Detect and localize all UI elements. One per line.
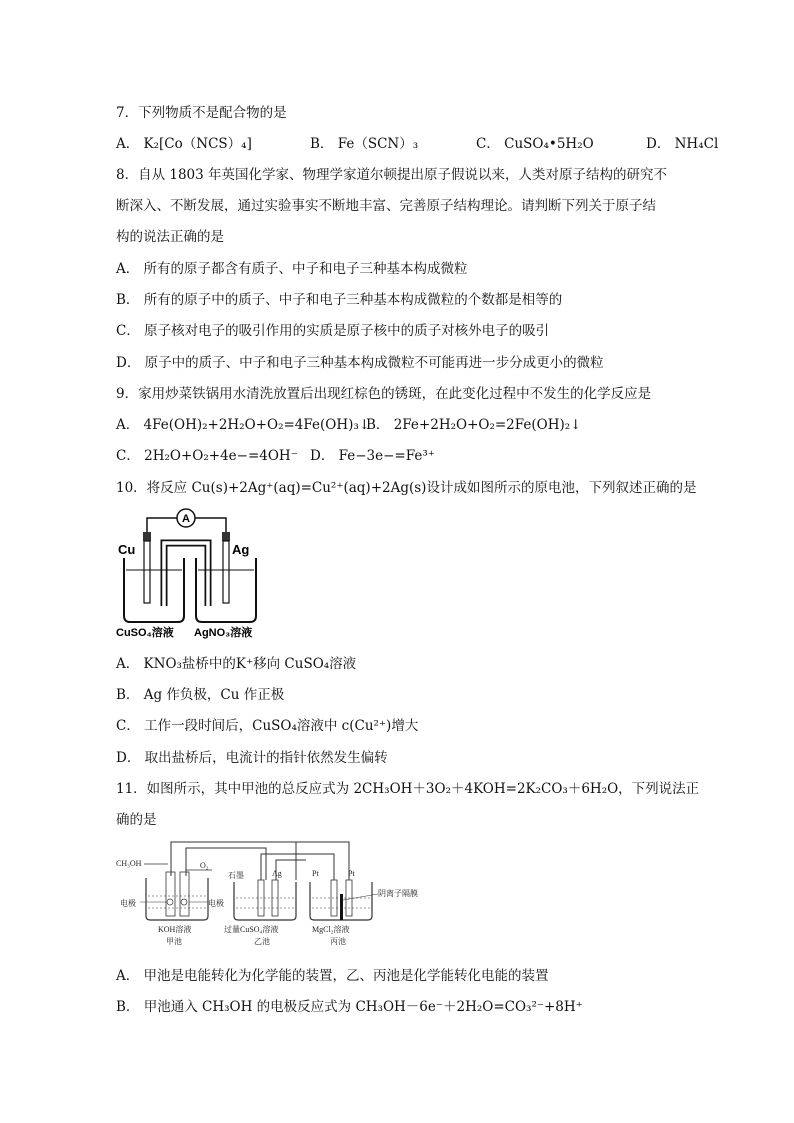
pt2-label: Pt — [348, 869, 355, 878]
cell-1-name: 甲池 — [166, 937, 182, 946]
q10-option-a: A． KNO₃盐桥中的K⁺移向 CuSO₄溶液 — [116, 656, 357, 672]
q9-option-c: C． 2H₂O+O₂+4e−=4OH⁻ — [116, 448, 298, 464]
q8-stem-line-2: 断深入、不断发展，通过实验事实不断地丰富、完善原子结构理论。请判断下列关于原子结 — [116, 198, 656, 214]
pt1-label: Pt — [312, 869, 319, 878]
cu-label: Cu — [118, 542, 136, 557]
q7-option-a: A． K₂[Co（NCS）₄] — [116, 136, 252, 152]
graphite-label: 石墨 — [228, 871, 244, 880]
cell-2-beaker — [234, 882, 296, 920]
q8-stem-line-1: 8．自从 1803 年英国化学家、物理学家道尔顿提出原子假说以来，人类对原子结构的研究不 — [116, 167, 668, 183]
q8-stem-line-3: 构的说法正确的是 — [116, 229, 224, 245]
cell-2-solution-label: 过量CuSO₄溶液 — [224, 925, 279, 934]
q9-stem: 9．家用炒菜铁锅用水清洗放置后出现红棕色的锈斑，在此变化过程中不发生的化学反应是 — [116, 386, 652, 402]
q10-option-b: B． Ag 作负极，Cu 作正极 — [116, 687, 285, 703]
q11-option-b: B． 甲池通入 CH₃OH 的电极反应式为 CH₃OH－6e⁻＋2H₂O=CO₃²⁻+8H⁺ — [116, 999, 583, 1015]
q11-option-a: A． 甲池是电能转化为化学能的装置，乙、丙池是化学能转化电能的装置 — [116, 968, 549, 984]
q7-stem: 7．下列物质不是配合物的是 — [116, 105, 287, 121]
cell-3-name: 丙池 — [330, 937, 346, 946]
q9-option-b: B． 2Fe+2H₂O+O₂=2Fe(OH)₂↓ — [366, 417, 582, 433]
cell-2-name: 乙池 — [254, 937, 270, 946]
cell-3-solution-label: MgCl₂溶液 — [312, 925, 350, 934]
q7-option-c: C． CuSO₄•5H₂O — [476, 136, 594, 152]
q11-stem-line-1: 11．如图所示，其中甲池的总反应式为 2CH₃OH＋3O₂＋4KOH=2K₂CO₃＋6H₂O，下列说法正 — [116, 781, 700, 797]
membrane-label: 阴离子隔膜 — [378, 889, 418, 898]
q8-option-a: A． 所有的原子都含有质子、中子和电子三种基本构成微粒 — [116, 261, 468, 277]
q7-option-d: D． NH₄Cl — [646, 136, 719, 152]
cell-1-solution-label: KOH溶液 — [158, 925, 192, 934]
cu-electrode — [144, 541, 150, 603]
q10-galvanic-cell-figure — [116, 508, 272, 640]
ammeter-label: A — [182, 513, 190, 525]
q9-option-d: D． Fe−3e−=Fe³⁺ — [310, 448, 435, 464]
agno3-solution-label: AgNO₃溶液 — [194, 627, 253, 639]
q8-option-d: D． 原子中的质子、中子和电子三种基本构成微粒不可能再进一步分成更小的微粒 — [116, 355, 604, 371]
cell-1-beaker — [146, 878, 208, 920]
q10-stem: 10．将反应 Cu(s)+2Ag⁺(aq)=Cu²⁺(aq)+2Ag(s)设计成如图所示的原电池，下列叙述正确的是 — [116, 480, 697, 496]
q9-option-a: A． 4Fe(OH)₂+2H₂O+O₂=4Fe(OH)₃↓ — [116, 417, 371, 433]
left-beaker — [124, 558, 184, 622]
q7-option-b: B． Fe（SCN）₃ — [310, 136, 419, 152]
cuso4-solution-label: CuSO₄溶液 — [116, 627, 174, 639]
ag-label: Ag — [232, 542, 250, 557]
ag-electrode — [223, 541, 229, 603]
electrode-left-label: 电极 — [120, 899, 136, 908]
ag-electrode-label: Ag — [272, 869, 282, 878]
ch3oh-label: CH₃OH — [116, 859, 142, 868]
q11-electrolysis-figure — [116, 836, 426, 948]
o2-label: O₂ — [200, 861, 209, 870]
q8-option-b: B． 所有的原子中的质子、中子和电子三种基本构成微粒的个数都是相等的 — [116, 292, 563, 308]
electrode-right-label: 电极 — [208, 899, 224, 908]
q10-option-d: D． 取出盐桥后，电流计的指针依然发生偏转 — [116, 750, 388, 766]
q10-option-c: C． 工作一段时间后，CuSO₄溶液中 c(Cu²⁺)增大 — [116, 718, 419, 734]
q8-option-c: C． 原子核对电子的吸引作用的实质是原子核中的质子对核外电子的吸引 — [116, 323, 550, 339]
q11-stem-line-2: 确的是 — [116, 812, 157, 828]
